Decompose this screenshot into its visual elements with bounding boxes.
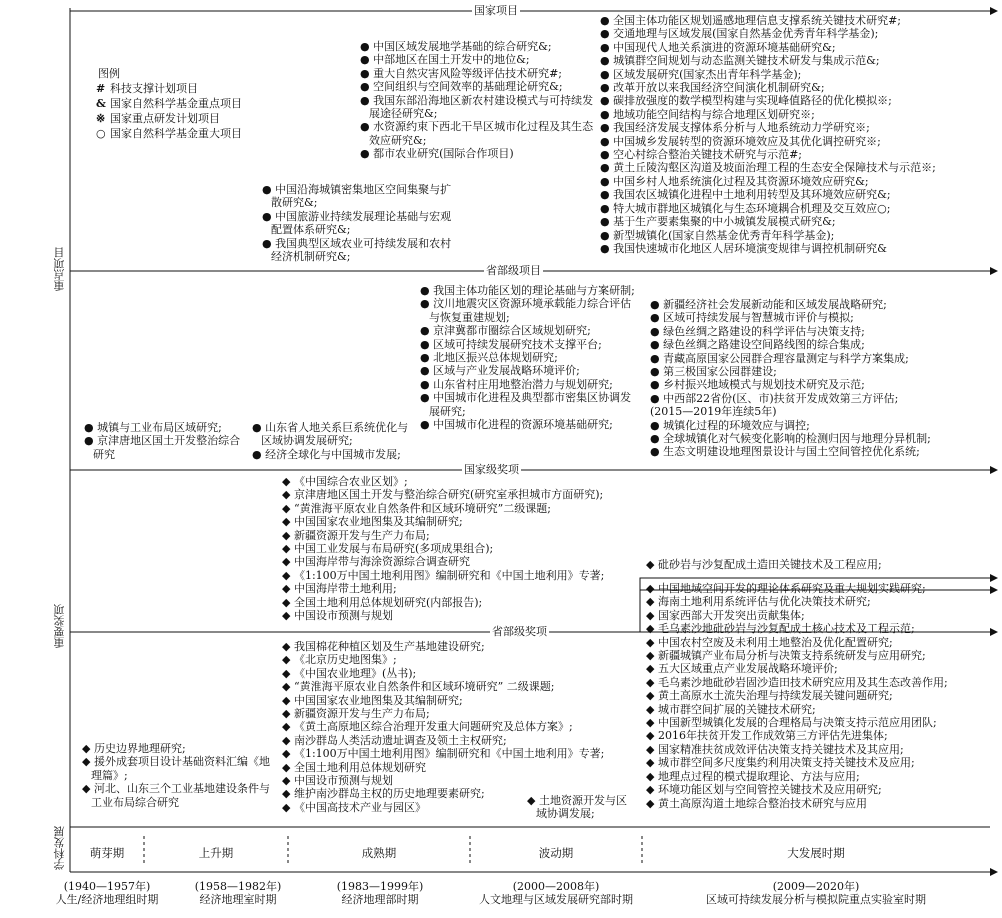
list-item: ● 全国主体功能区规划遥感地理信息支撑系统关键技术研究#; [600,14,902,27]
list-item: ● 中国城市化进程的资源环境基础研究; [420,418,613,432]
list-item: ● 乡村振兴地域模式与规划技术研究及示范; [650,378,865,392]
list-item: ● 中国乡村人地系统演化过程及其资源环境效应研究&; [600,174,869,188]
list-item: ● 城镇化过程的环境效应与调控; [650,418,810,432]
list-item: ● 我国农区城镇化进程中土地利用转型及其环境效应研究&; [600,188,891,202]
list-item: ◆ 中国新型城镇化发展的合理格局与决策支持示范应用团队; [646,716,937,730]
list-item: ● 空间组织与空间效率的基础理论研究&; [360,80,563,94]
list-item: ● 生态文明建设地理图景设计与国土空间管控优化系统; [650,445,920,459]
list-item: ◆ 《中国综合农业区划》; [282,475,408,488]
national-projects-mature-list [262,183,462,263]
section-title-provincial-projects: 省部级项目 [486,264,541,277]
legend-item: ※ 国家重点研发计划项目 [96,112,220,125]
arrow-head-5 [990,574,998,582]
provincial-projects-boom-list [650,298,995,459]
list-item: ◆ 中国国家农业地图集及其编制研究; [282,515,463,529]
list-item: ◆ 中国国家农业地图集及其编制研究; [282,693,463,707]
list-item: ● 京津唐地区国土开发整治综合研究 [84,434,241,461]
provincial-projects-fluct-list [420,284,642,431]
list-item: ● 新型城镇化(国家自然基金优秀青年科学基金); [600,228,835,242]
list-item: ● 中国旅游业持续发展理论基础与宏观配置体系研究&; [262,209,452,237]
list-item: ● 绿色丝绸之路建设的科学评估与决策支持; [650,324,865,338]
arrow-head-timeline [990,868,998,876]
list-item: ◆ 城市群空间多尺度集约利用决策支持关键技术及应用; [646,756,915,770]
era-4: (2000—2008年) 人文地理与区域发展研究部时期 [479,880,633,906]
list-item: ◆ 中国农村空废及未利用土地整治及优化配置研究; [646,635,893,649]
list-item: ◆ 2016年扶贫开发工作成效第三方评估先进集体; [646,729,888,743]
list-item: ● 山东省人地关系巨系统优化与区域协调发展研究; [252,421,409,448]
list-item: ● 新疆经济社会发展新动能和区域发展战略研究; [650,298,887,311]
list-item: ● 交通地理与区域发展(国家自然基金优秀青年科学基金); [600,27,879,41]
list-item: ◆ 《1:100万中国土地利用图》编制研究和《中国土地利用》专著; [282,568,605,582]
list-item: ● 区域可持续发展与智慧城市评价与模拟; [650,311,854,325]
list-item: ● 北地区振兴总体规划研究; [420,351,558,365]
list-item: ● 我国典型区域农业可持续发展和农村经济机制研究&; [262,236,452,264]
list-item: ◆ 《中国高技术产业与园区》 [282,800,426,814]
list-item: (2015—2019年连续5年) [650,405,777,419]
national-projects-boom-list [600,14,995,255]
list-item: ● 我国快速城市化地区人居环境演变规律与调控机制研究& [600,241,887,255]
list-item: ◆ 毛乌素沙地砒砂岩固沙造田技术研究应用及其生态改善作用; [646,675,948,689]
section-title-provincial-awards: 省部级奖项 [492,625,547,638]
era-5: (2009—2020年) 区域可持续发展分析与模拟院重点实验室时期 [706,880,926,906]
list-item: ◆ 国家精准扶贫成效评估决策支持关键技术及其应用; [646,742,904,756]
list-item: ◆ 中国地域空间开发的理论体系研究及重大规划实践研究; [646,582,926,595]
list-item: ● 区域可持续发展研究技术支撑平台; [420,337,602,351]
legend-item: # 科技支撑计划项目 [96,82,198,95]
list-item: ◆ 黄土高原沟道土地综合整治技术研究与应用 [646,796,867,810]
list-item: ● 碳排放强度的数学模型构建与实现峰值路径的优化模拟※; [600,94,892,108]
list-item: ◆ 京津唐地区国土开发与整治综合研究(研究室承担城市方面研究); [282,488,604,502]
list-item: ◆ 中国海岸带与海涂资源综合调查研究 [282,555,470,569]
list-item: ◆ 环境功能区划与空间管控关键技术及应用研究; [646,783,882,797]
list-item: ● 地域功能空间结构与综合地理区划研究※; [600,107,815,121]
era-3: (1983—1999年) 经济地理部时期 [336,880,424,906]
list-item: ◆ 全国土地利用总体规划研究(内部报告); [282,595,483,609]
list-item: ◆ 毛乌素沙地砒砂岩与沙复配成土核心技术及工程示范; [646,622,915,636]
legend [96,66,242,141]
row-label-key-projects: 重点项目 [53,247,66,291]
list-item: ◆ 城市群空间扩展的关键技术研究; [646,702,816,716]
list-item: ◆ 援外成套项目设计基础资料汇编《地理篇》; [82,755,270,782]
list-item: ● 区域发展研究(国家杰出青年科学基金); [600,67,802,81]
list-item: ◆ 地理点过程的模式提取理论、方法与应用; [646,769,860,783]
period-rise: 上升期 [198,846,234,860]
list-item: ◆ 维护南沙群岛主权的历史地理要素研究; [282,787,485,801]
list-item: ◆ 新疆城镇产业布局分析与决策支持系统研发与应用研究; [646,649,926,663]
list-item: ● 第三极国家公园群建设; [650,365,777,379]
list-item: ● 都市农业研究(国际合作项目) [360,147,514,161]
list-item: ◆ 《中国农业地理》(丛书); [282,666,417,680]
legend-item: & 国家自然科学基金重点项目 [96,97,242,110]
list-item: ◆ 国家西部大开发突出贡献集体; [646,608,805,622]
arrow-head-2 [990,267,998,275]
national-awards-boom-list [646,558,991,571]
list-item: ◆ 海南土地利用系统评估与优化决策技术研究; [646,595,871,609]
provincial-awards-fluct-list [527,794,637,821]
list-item: ● 经济全球化与中国城市发展; [252,447,401,461]
national-awards-mature-list [282,475,642,622]
arrow-head-3 [990,466,998,474]
period-fluctuation: 波动期 [538,846,574,860]
period-sprout: 萌芽期 [89,846,125,860]
list-item: ● 青藏高原国家公园群合理容量测定与科学方案集成; [650,351,909,365]
list-item: ● 特大城市群地区城镇化与生态环境耦合机理及交互效应○; [600,201,891,215]
period-boom: 大发展时期 [787,846,845,860]
list-item: ◆ 中国设市预测与规划 [282,774,393,788]
list-item: ◆ 历史边界地理研究; [82,742,186,755]
list-item: ● 重大自然灾害风险等级评估技术研究#; [360,66,563,80]
list-item: ● 中国区域发展地学基础的综合研究&; [360,40,552,53]
list-item: ● 山东省村庄用地整治潜力与规划研究; [420,377,613,391]
list-item: ◆ 《北京历史地图集》; [282,653,397,667]
list-item: ● 中国沿海城镇密集地区空间集聚与扩散研究&; [262,183,452,210]
provincial-awards-sprout-list [82,742,280,809]
list-item: ◆ 河北、山东三个工业基地建设条件与工业布局综合研究 [82,782,270,809]
arrow-head-4 [990,628,998,636]
provincial-projects-sprout-list [84,421,250,461]
list-item: ● 城镇与工业布局区域研究; [84,421,222,434]
list-item: ● 中国城市化进程及典型都市密集区协调发展研究; [420,391,632,418]
list-item: ◆ 《黄土高原地区综合治理开发重大问题研究及总体方案》; [282,720,573,734]
list-item: ● 京津冀都市圈综合区域规划研究; [420,324,591,338]
list-item: ◆ “黄淮海平原农业自然条件和区域环境研究”二级课题; [282,501,551,515]
era-2: (1958—1982年) 经济地理室时期 [194,880,282,906]
list-item: ● 全球城镇化对气候变化影响的检测归因与地理分异机制; [650,432,931,446]
list-item: ● 我国经济发展支撑体系分析与人地系统动力学研究※; [600,121,870,135]
list-item: ◆ 土地资源开发与区域协调发展; [527,794,627,821]
list-item: ● 城镇群空间规划与动态监测关键技术研发与集成示范&; [600,54,880,68]
provincial-awards-boom-list [646,582,991,810]
list-item: ◆ 新疆资源开发与生产力布局; [282,707,430,721]
list-item: ◆ 新疆资源开发与生产力布局; [282,528,430,542]
row-label-discipline: 学科发展 [53,826,66,870]
list-item: ● 中国现代人地关系演进的资源环境基础研究&; [600,40,836,54]
list-item: ● 我国主体功能区划的理论基础与方案研制; [420,284,635,297]
list-item: ● 中部地区在国土开发中的地位&; [360,53,530,67]
list-item: ● 空心村综合整治关键技术研究与示范#; [600,148,803,162]
section-title-national-awards: 国家级奖项 [464,463,519,476]
legend-title: 图例 [98,67,120,80]
list-item: ● 绿色丝绸之路建设空间路线图的综合集成; [650,338,865,352]
list-item: ◆ 我国棉花种植区划及生产基地建设研究; [282,640,485,653]
list-item: ◆ 全国土地利用总体规划研究 [282,760,426,774]
list-item: ● 中国城乡发展转型的资源环境效应及其优化调控研究※; [600,134,881,148]
list-item: ● 黄土丘陵沟壑区沟道及坡面治理工程的生态安全保障技术与示范※; [600,161,936,175]
list-item: ◆ 《1:100万中国土地利用图》编制研究和《中国土地利用》专著; [282,747,605,761]
legend-item: ○ 国家自然科学基金重大项目 [96,127,242,140]
arrow-head-6 [990,586,998,594]
list-item: ● 我国东部沿海地区新农村建设模式与可持续发展途径研究&; [360,93,594,121]
list-item: ◆ 砒砂岩与沙复配成土造田关键技术及工程应用; [646,558,882,571]
provincial-awards-mature-list [282,640,640,814]
list-item: ● 区域与产业发展战略环境评价; [420,364,580,378]
list-item: ◆ “黄淮海平原农业自然条件和区域环境研究” 二级课题; [282,680,555,694]
national-projects-growth-list [360,40,595,161]
era-1: (1940—1957年) 人生/经济地理组时期 [55,880,159,906]
list-item: ◆ 南沙群岛人类活动遗址调查及领土主权研究; [282,733,507,747]
list-item: ● 改革开放以来我国经济空间演化机制研究&; [600,81,825,95]
provincial-projects-growth-list [252,421,414,461]
section-title-national-projects: 国家项目 [474,4,518,17]
list-item: ◆ 中国工业发展与布局研究(多项成果组合); [282,542,494,556]
list-item: ● 水资源约束下西北干旱区城市化过程及其生态效应研究&; [360,120,594,147]
list-item: ● 基于生产要素集聚的中小城镇发展模式研究&; [600,215,836,229]
list-item: ◆ 中国设市预测与规划 [282,609,393,623]
list-item: ● 中西部22省份(区、市)扶贫开发成效第三方评估; [650,391,899,405]
list-item: ◆ 黄土高原水土流失治理与持续发展关键问题研究; [646,689,893,703]
row-label-major-awards: 重要奖项 [53,604,66,648]
period-mature: 成熟期 [361,846,397,860]
list-item: ◆ 五大区域重点产业发展战略环境评价; [646,662,838,676]
list-item: ● 汶川地震灾区资源环境承载能力综合评估与恢复重建规划; [420,297,632,324]
list-item: ◆ 中国海岸带土地利用; [282,582,397,596]
